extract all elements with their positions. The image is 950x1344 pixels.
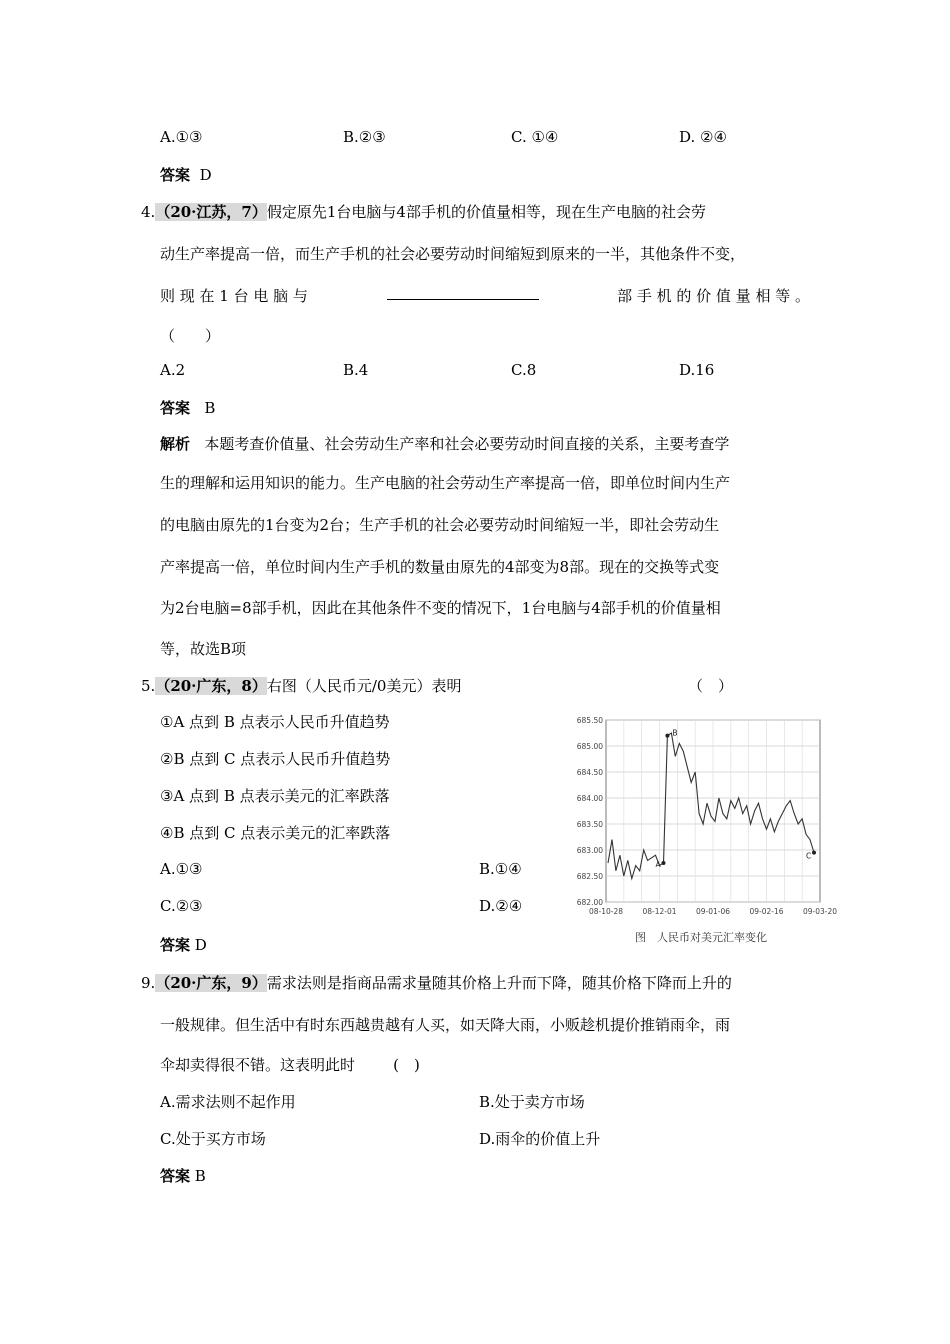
q4-option-a: A.2	[160, 361, 186, 379]
q9-answer	[160, 1165, 206, 1186]
answer-value: B	[194, 1167, 206, 1185]
q9-line1	[141, 972, 732, 993]
chart-grid	[606, 720, 820, 902]
q4-line1	[141, 201, 706, 222]
q5-item-1: ①A 点到 B 点表示人民币升值趋势	[160, 713, 390, 731]
q4-answer	[160, 397, 215, 418]
q5-option-a: A.①③	[160, 860, 203, 878]
fill-blank	[387, 285, 539, 300]
question-source-tag: （20·广东，8）	[155, 677, 267, 695]
chart-series-line	[608, 733, 814, 879]
q3-option-c: C. ①④	[511, 128, 559, 146]
q4-line3	[160, 285, 810, 306]
q4-analysis-line1	[160, 433, 729, 454]
chart-point-label: C	[806, 851, 812, 861]
question-text: 假定原先1台电脑与4部手机的价值量相等，现在生产电脑的社会劳	[266, 203, 706, 221]
chart-x-tick-label: 09-03-20	[802, 907, 838, 916]
question-source-tag: （20·江苏，7）	[155, 203, 267, 221]
chart-y-tick-label: 685.00	[576, 742, 603, 751]
q5-answer	[160, 934, 207, 955]
q4-option-b: B.4	[343, 361, 369, 379]
q5-option-d: D.②④	[479, 897, 523, 915]
q5-item-4: ④B 点到 C 点表示美元的汇率跌落	[160, 824, 391, 842]
q3-option-a: A.①③	[160, 128, 203, 146]
analysis-label: 解析	[160, 435, 191, 453]
chart-x-tick-label: 09-01-06	[695, 907, 731, 916]
exchange-rate-chart	[570, 712, 838, 948]
question-number: 4.	[141, 203, 156, 221]
chart-point-label: A	[655, 860, 661, 869]
answer-label: 答案	[160, 1167, 191, 1185]
chart-title: 图 人民币对美元汇率变化	[635, 931, 767, 944]
chart-y-tick-label: 683.50	[576, 820, 603, 829]
answer-value: B	[204, 399, 216, 417]
question-number: 5.	[141, 677, 156, 695]
q9-line3	[160, 1054, 420, 1075]
chart-y-tick-label: 682.50	[576, 872, 603, 881]
chart-x-tick-label: 08-10-28	[588, 907, 624, 916]
analysis-text: 本题考查价值量、社会劳动生产率和社会必要劳动时间直接的关系，主要考查学	[204, 435, 730, 453]
question-source-tag: （20·广东，9）	[155, 974, 267, 992]
q4-line3-start: 则 现 在 1 台 电 脑 与	[160, 287, 308, 305]
chart-point-a	[661, 861, 665, 865]
chart-y-ticks	[577, 716, 603, 907]
q4-option-d: D.16	[679, 361, 715, 379]
q9-option-b: B.处于卖方市场	[479, 1093, 585, 1111]
q4-paren: （ ）	[160, 327, 221, 345]
q5-option-b: B.①④	[479, 860, 522, 878]
answer-value: D	[199, 166, 212, 184]
chart-point-c	[812, 851, 816, 855]
chart-y-tick-label: 684.50	[576, 768, 603, 777]
chart-y-tick-label: 683.00	[576, 846, 603, 855]
chart-point-label: B	[672, 728, 678, 738]
q9-line2: 一般规律。但生活中有时东西越贵越有人买，如天降大雨，小贩趁机提价推销雨伞，雨	[160, 1016, 731, 1034]
q3-option-d: D. ②④	[679, 128, 727, 146]
q5-item-3: ③A 点到 B 点表示美元的汇率跌落	[160, 787, 390, 805]
question-text: 需求法则是指商品需求量随其价格上升而下降，随其价格下降而上升的	[266, 974, 732, 992]
question-number: 9.	[141, 974, 156, 992]
q4-analysis-line2: 生的理解和运用知识的能力。生产电脑的社会劳动生产率提高一倍，即单位时间内生产	[160, 474, 731, 492]
chart-y-tick-label: 682.00	[576, 898, 603, 907]
q4-analysis-line4: 产率提高一倍，单位时间内生产手机的数量由原先的4部变为8部。现在的交换等式变	[160, 558, 720, 576]
q5-item-2: ②B 点到 C 点表示人民币升值趋势	[160, 750, 391, 768]
chart-series	[608, 733, 814, 879]
answer-label: 答案	[160, 936, 191, 954]
q9-option-d: D.雨伞的价值上升	[479, 1130, 601, 1148]
chart-y-tick-label: 685.50	[576, 716, 603, 725]
chart-point-b	[665, 734, 669, 738]
q9-option-a: A.需求法则不起作用	[160, 1093, 296, 1111]
q9-option-c: C.处于买方市场	[160, 1130, 266, 1148]
q3-answer	[160, 164, 212, 185]
q4-option-c: C.8	[511, 361, 537, 379]
answer-label: 答案	[160, 166, 191, 184]
q4-analysis-line5: 为2台电脑=8部手机，因此在其他条件不变的情况下，1台电脑与4部手机的价值量相	[160, 599, 721, 617]
question-text: 右图（人民币元/0美元）表明	[266, 677, 462, 695]
q4-analysis-line6: 等，故选B项	[160, 640, 247, 658]
q3-option-b: B.②③	[343, 128, 386, 146]
chart-point-labels	[655, 729, 816, 869]
q5-paren: （ ）	[688, 677, 734, 695]
q9-paren: ( )	[393, 1056, 420, 1074]
question-text: 伞却卖得很不错。这表明此时	[160, 1056, 356, 1074]
q5-option-c: C.②③	[160, 897, 203, 915]
chart-x-ticks	[589, 907, 837, 916]
q4-analysis-line3: 的电脑由原先的1台变为2台；生产手机的社会必要劳动时间缩短一半，即社会劳动生	[160, 516, 720, 534]
q5-stem	[141, 675, 461, 696]
chart-x-tick-label: 08-12-01	[642, 907, 677, 916]
chart-y-tick-label: 684.00	[576, 794, 603, 803]
answer-value: D	[194, 936, 207, 954]
chart-x-tick-label: 09-02-16	[749, 907, 784, 916]
q4-line3-end: 部 手 机 的 价 值 量 相 等 。	[617, 287, 810, 305]
q4-line2: 动生产率提高一倍，而生产手机的社会必要劳动时间缩短到原来的一半，其他条件不变，	[160, 245, 746, 263]
answer-label: 答案	[160, 399, 191, 417]
